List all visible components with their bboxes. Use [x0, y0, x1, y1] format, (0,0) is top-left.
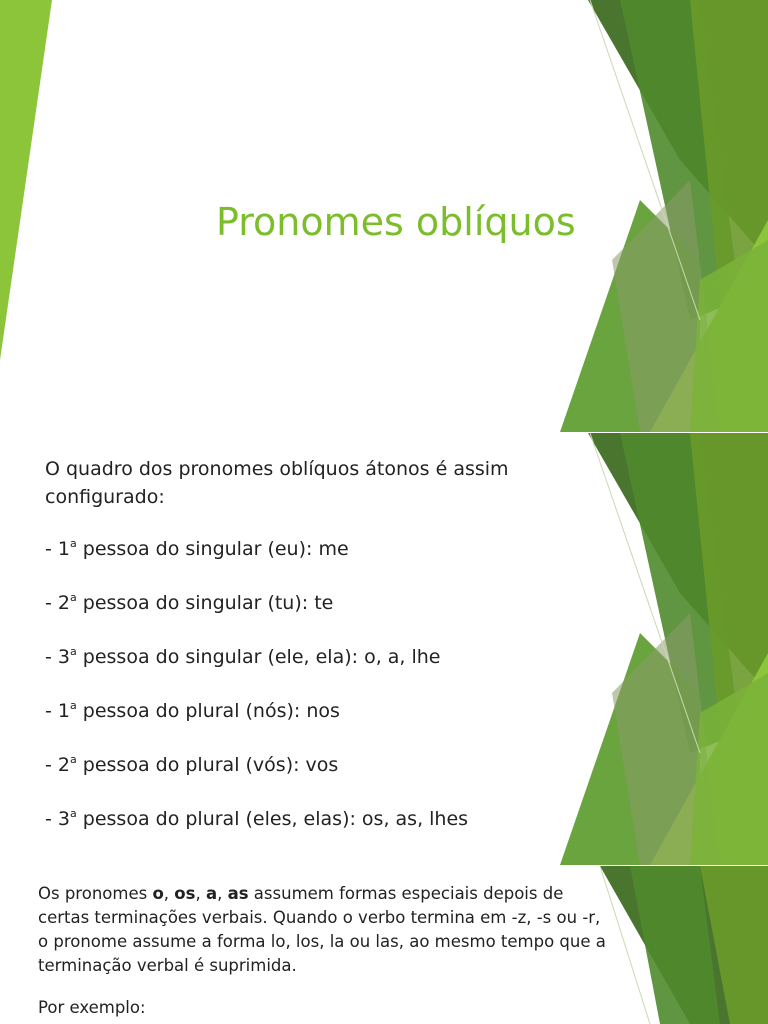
intro-text: O quadro dos pronomes oblíquos átonos é assim configurado:: [45, 458, 509, 508]
pronoun-item: - 2$^a$ pessoa do plural (vós): vos: [45, 753, 339, 776]
special-forms-paragraph: Os pronomes o, os, a, as assumem formas especiais depois de certas terminações verbais. Quando o verbo termina em -z, -s ou -r, o pronome assume a forma lo, los, la ou las, ao mesmo tempo que a terminação verbal é suprimida.: [38, 884, 606, 975]
title-slide: [0, 0, 768, 432]
pronoun-table-slide: [0, 433, 768, 865]
pronoun-item: - 3$^a$ pessoa do plural (eles, elas): os, as, lhes: [45, 807, 469, 830]
pronoun-item: - 1$^a$ pessoa do plural (nós): nos: [45, 699, 340, 722]
pronoun-item: - 2$^a$ pessoa do singular (tu): te: [45, 591, 334, 614]
pronoun-item: - 1$^a$ pessoa do singular (eu): me: [45, 537, 349, 560]
special-forms-slide: [0, 866, 768, 1024]
pronoun-item: - 3$^a$ pessoa do singular (ele, ela): o, a, lhe: [45, 645, 441, 668]
slide-title: Pronomes oblíquos: [216, 200, 576, 244]
example-label: Por exemplo:: [38, 998, 146, 1017]
